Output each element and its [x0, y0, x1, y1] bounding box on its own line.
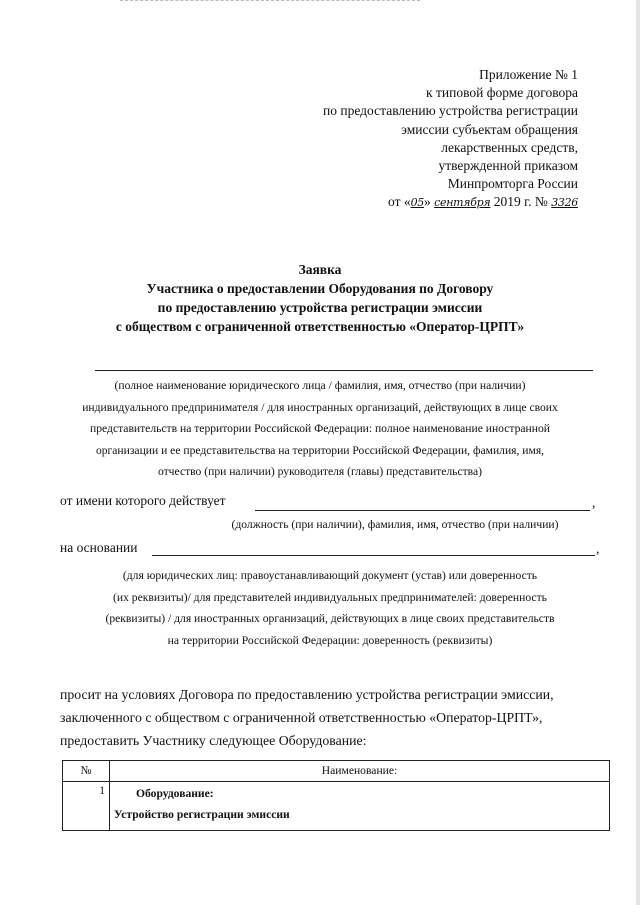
row-number: 1: [63, 782, 110, 831]
basis-label: на основании: [60, 540, 138, 555]
appendix-line: Минпромторга России: [447, 176, 578, 192]
note-line: индивидуального предпринимателя / для иностранных организаций, действующих в лице своих: [82, 400, 558, 414]
on-behalf-label: от имени которого действует: [60, 493, 226, 508]
on-behalf-note: (должность (при наличии), фамилия, имя, отчество (при наличии): [231, 518, 559, 531]
row-item: Устройство регистрации эмиссии: [114, 808, 290, 821]
note-line: отчество (при наличии) руководителя (главы) представительства): [157, 465, 483, 479]
note-line: (реквизиты) / для иностранных организаций, действующих в лице своих представительств: [105, 612, 555, 626]
row-category: Оборудование:: [136, 787, 214, 800]
scan-top-edge: [120, 0, 420, 1]
header-name: Наименование:: [110, 761, 610, 782]
table-row: [63, 782, 610, 831]
appendix-line: к типовой форме договора: [426, 85, 578, 101]
appendix-line: утвержденной приказом: [438, 158, 578, 174]
table-header-row: [63, 761, 610, 782]
date-prefix: от «: [388, 194, 411, 210]
date-year: 2019 г. №: [490, 194, 552, 210]
appendix-date: [278, 193, 578, 212]
document-title: [0, 260, 640, 336]
title-line: с обществом с ограниченной ответственностью «Оператор-ЦРПТ»: [115, 319, 525, 334]
note-line: представительств на территории Российской Федерации: полное наименование иностранной: [90, 422, 550, 436]
date-mid: »: [424, 194, 435, 210]
request-paragraph: [60, 683, 608, 752]
title-line: по предоставлению устройства регистрации эмиссии: [157, 300, 483, 315]
order-number: 3326: [551, 196, 578, 210]
appendix-header: [278, 66, 578, 213]
on-behalf-line: [255, 510, 590, 511]
appendix-line: по предоставлению устройства регистрации: [323, 103, 578, 119]
basis-comma: ,: [596, 541, 600, 556]
note-line: (полное наименование юридического лица / фамилия, имя, отчество (при наличии): [114, 379, 526, 392]
date-day: 05: [410, 196, 425, 210]
basis-note: [40, 565, 620, 651]
note-line: (для юридических лиц: правоустанавливающий документ (устав) или доверенность: [122, 569, 538, 582]
scan-right-edge: [636, 0, 640, 905]
note-line: (их реквизиты)/ для представителей индивидуальных предпринимателей: доверенность: [113, 590, 547, 604]
basis-line: [152, 555, 595, 556]
note-line: на территории Российской Федерации: доверенность (реквизиты): [167, 633, 493, 647]
paragraph-line: просит на условиях Договора по предоставлению устройства регистрации эмиссии,: [60, 687, 554, 702]
header-number: №: [63, 761, 110, 782]
paragraph-line: предоставить Участнику следующее Оборудование:: [60, 733, 367, 748]
row-name-cell: [110, 782, 610, 831]
title-line: Заявка: [298, 262, 342, 277]
applicant-name-line: [95, 370, 593, 371]
date-month: сентября: [434, 196, 491, 210]
appendix-line: Приложение № 1: [479, 67, 578, 82]
title-line: Участника о предоставлении Оборудования по Договору: [146, 281, 494, 296]
note-line: организации и ее представительства на территории Российской Федерации, фамилия, имя,: [95, 443, 545, 457]
appendix-line: эмиссии субъектам обращения: [401, 121, 578, 137]
paragraph-line: заключенного с обществом с ограниченной ответственностью «Оператор-ЦРПТ»,: [60, 710, 543, 725]
on-behalf-comma: ,: [592, 495, 596, 510]
equipment-table: [62, 760, 610, 831]
applicant-note: [40, 375, 600, 483]
appendix-line: лекарственных средств,: [441, 139, 578, 155]
